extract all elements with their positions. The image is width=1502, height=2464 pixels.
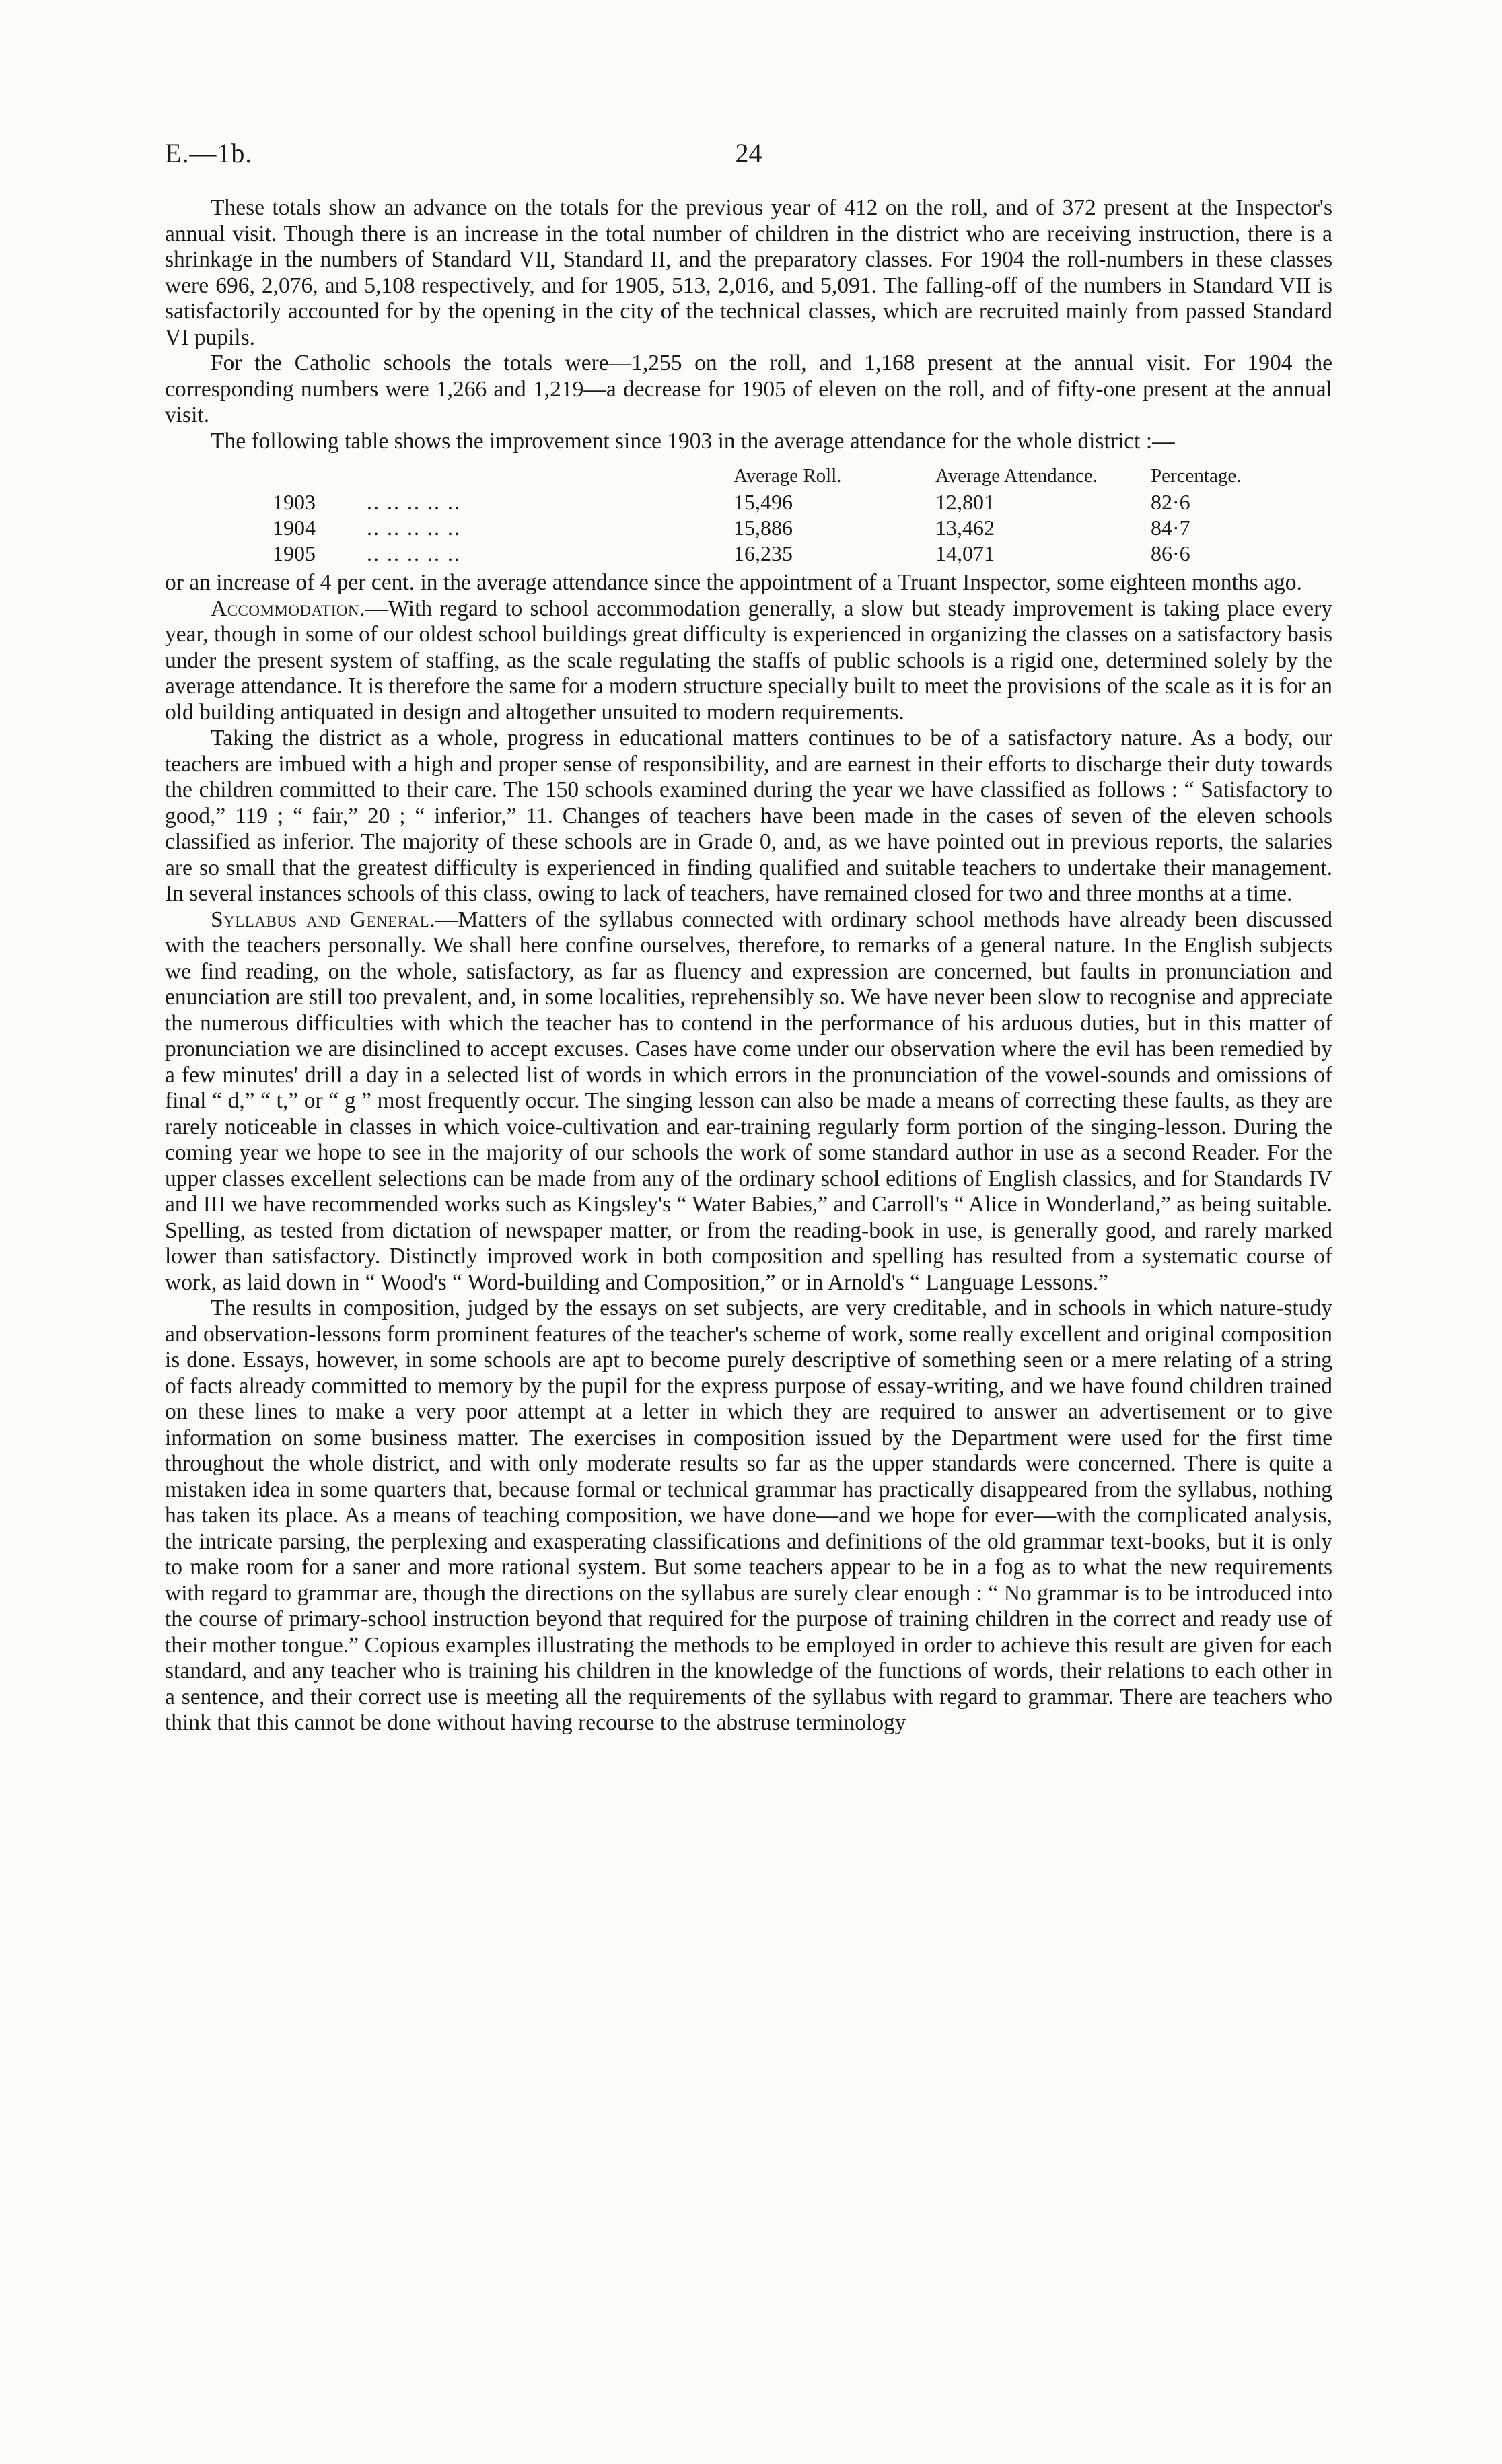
column-header-average-roll: Average Roll. (734, 465, 842, 487)
paragraph-totals: These totals show an advance on the totals for the previous year of 412 on the roll, and of 372 present at the Inspector's annual visit. Though there is an increase in the total number of children in the district who are receiving instruction, there is a shrinkage in the numbers of Standard VII, Standard II, and the preparatory classes. For 1904 the roll-numbers in these classes were 696, 2,076, and 5,108 respectively, and for 1905, 513, 2,016, and 5,091. The falling-off of the numbers in Standard VII is satisfactorily accounted for by the opening in the city of the technical classes, which are recruited mainly from passed Standard VI pupils. (165, 195, 1332, 350)
paragraph-syllabus-text: —Matters of the syllabus connected with ordinary school methods have already been discussed with the teachers personally. We shall here confine ourselves, therefore, to remarks of a general nature. In the English subjects we find reading, on the whole, satisfactory, as far as fluency and expression are concerned, but faults in pronunciation and enunciation are still too prevalent, and, in some localities, reprehensibly so. We have never been slow to recognise and appreciate the numerous difficulties with which the teacher has to contend in the performance of his arduous duties, but in this matter of pronunciation we are disinclined to accept excuses. Cases have come under our observation where the evil has been remedied by a few minutes' drill a day in a selected list of words in which errors in the pronunciation of the vowel-sounds and omissions of final “ d,” “ t,” or “ g ” most frequently occur. The singing lesson can also be made a means of correcting these faults, as they are rarely noticeable in classes in which voice-cultivation and ear-training regularly form portion of the singing-lesson. During the coming year we hope to see in the majority of our schools the work of some standard author in use as a second Reader. For the upper classes excellent selections can be made from any of the ordinary school editions of English classics, and for Standards IV and III we have recommended works such as Kingsley's “ Water Babies,” and Carroll's “ Alice in Wonderland,” as being suitable. Spelling, as tested from dictation of newspaper matter, or from the reading-book in use, is generally good, and rarely marked lower than satisfactory. Distinctly improved work in both composition and spelling has resulted from a systematic course of work, as laid down in “ Wood's “ Word-building and Composition,” or in Arnold's “ Language Lessons.” (165, 907, 1332, 1295)
row-average-attendance: 13,462 (935, 516, 995, 540)
table-row (165, 540, 1312, 566)
paragraph-accommodation (165, 596, 1332, 726)
row-average-attendance: 12,801 (935, 490, 995, 514)
paragraph-syllabus (165, 907, 1332, 1296)
row-average-roll: 15,496 (734, 490, 793, 514)
row-average-attendance: 14,071 (935, 541, 995, 565)
leader-dots: .. .. .. .. .. (367, 541, 461, 565)
attendance-table (165, 462, 1312, 566)
table-row (165, 515, 1312, 540)
row-year: 1904 (273, 516, 316, 540)
table-row (165, 489, 1312, 515)
row-average-roll: 16,235 (734, 541, 793, 565)
row-percentage: 84·7 (1151, 516, 1190, 540)
section-heading-accommodation: Accommodation. (211, 596, 365, 621)
row-year: 1905 (273, 541, 316, 565)
document-reference: E.—1b. (165, 138, 253, 168)
leader-dots: .. .. .. .. .. (367, 490, 461, 514)
row-percentage: 86·6 (1151, 541, 1190, 565)
column-header-percentage: Percentage. (1151, 465, 1242, 487)
table-header-row (165, 462, 1312, 489)
paragraph-accommodation-text: —With regard to school accommodation generally, a slow but steady improvement is taking place every year, though in some of our oldest school buildings great difficulty is experienced in organizing the classes on a satisfactory basis under the present system of staffing, as the scale regulating the staffs of public schools is a rigid one, determined solely by the average attendance. It is therefore the same for a modern structure specially built to meet the provisions of the scale as it is for an old building antiquated in design and altogether unsuited to modern requirements. (165, 596, 1332, 725)
page-number: 24 (735, 138, 762, 168)
row-year: 1903 (273, 490, 316, 514)
leader-dots: .. .. .. .. .. (367, 516, 461, 540)
row-average-roll: 15,886 (734, 516, 793, 540)
paragraph-progress: Taking the district as a whole, progress in educational matters continues to be of a satisfactory nature. As a body, our teachers are imbued with a high and proper sense of responsibility, and are earnest in their efforts to discharge their duty towards the children committed to their care. The 150 schools examined during the year we have classified as follows : “ Satisfactory to good,” 119 ; “ fair,” 20 ; “ inferior,” 11. Changes of teachers have been made in the cases of seven of the eleven schools classified as inferior. The majority of these schools are in Grade 0, and, as we have pointed out in previous reports, the salaries are so small that the greatest difficulty is experienced in finding qualified and suitable teachers to undertake their management. In several instances schools of this class, owing to lack of teachers, have remained closed for two and three months at a time. (165, 726, 1332, 906)
paragraph-catholic-schools: For the Catholic schools the totals were—1,255 on the roll, and 1,168 present at the annual visit. For 1904 the corresponding numbers were 1,266 and 1,219—a decrease for 1905 of eleven on the roll, and of fifty-one present at the annual visit. (165, 351, 1332, 427)
section-heading-syllabus: Syllabus and General. (211, 907, 436, 932)
column-header-average-attendance: Average Attendance. (935, 465, 1098, 487)
paragraph-increase: or an increase of 4 per cent. in the average attendance since the appointment of a Truant Inspector, some eighteen months ago. (165, 570, 1302, 595)
paragraph-table-intro: The following table shows the improvement since 1903 in the average attendance for the whole district :— (211, 428, 1175, 454)
document-body (165, 195, 1332, 1736)
row-percentage: 82·6 (1151, 490, 1190, 514)
page-header (165, 133, 1332, 174)
paragraph-composition: The results in composition, judged by the essays on set subjects, are very creditable, and in schools in which nature-study and observation-lessons form prominent features of the teacher's scheme of work, some really excellent and original composition is done. Essays, however, in some schools are apt to become purely descriptive of something seen or a mere relating of a string of facts already committed to memory by the pupil for the express purpose of essay-writing, and we have found children trained on these lines to make a very poor attempt at a letter in which they are required to answer an advertisement or to give information on some business matter. The exercises in composition issued by the Department were used for the first time throughout the whole district, and with only moderate results so far as the upper standards were concerned. There is quite a mistaken idea in some quarters that, because formal or technical grammar has practically disappeared from the syllabus, nothing has taken its place. As a means of teaching composition, we have done—and we hope for ever—with the complicated analysis, the intricate parsing, the perplexing and exasperating classifications and definitions of the old grammar text-books, but it is only to make room for a saner and more rational system. But some teachers appear to be in a fog as to what the new requirements with regard to grammar are, though the directions on the syllabus are surely clear enough : “ No grammar is to be introduced into the course of primary-school instruction beyond that required for the purpose of training children in the correct and ready use of their mother tongue.” Copious examples illustrating the methods to be employed in order to achieve this result are given for each standard, and any teacher who is training his children in the knowledge of the functions of words, their relations to each other in a sentence, and their correct use is meeting all the requirements of the syllabus with regard to grammar. There are teachers who think that this cannot be done without having recourse to the abstruse terminology (165, 1296, 1332, 1735)
